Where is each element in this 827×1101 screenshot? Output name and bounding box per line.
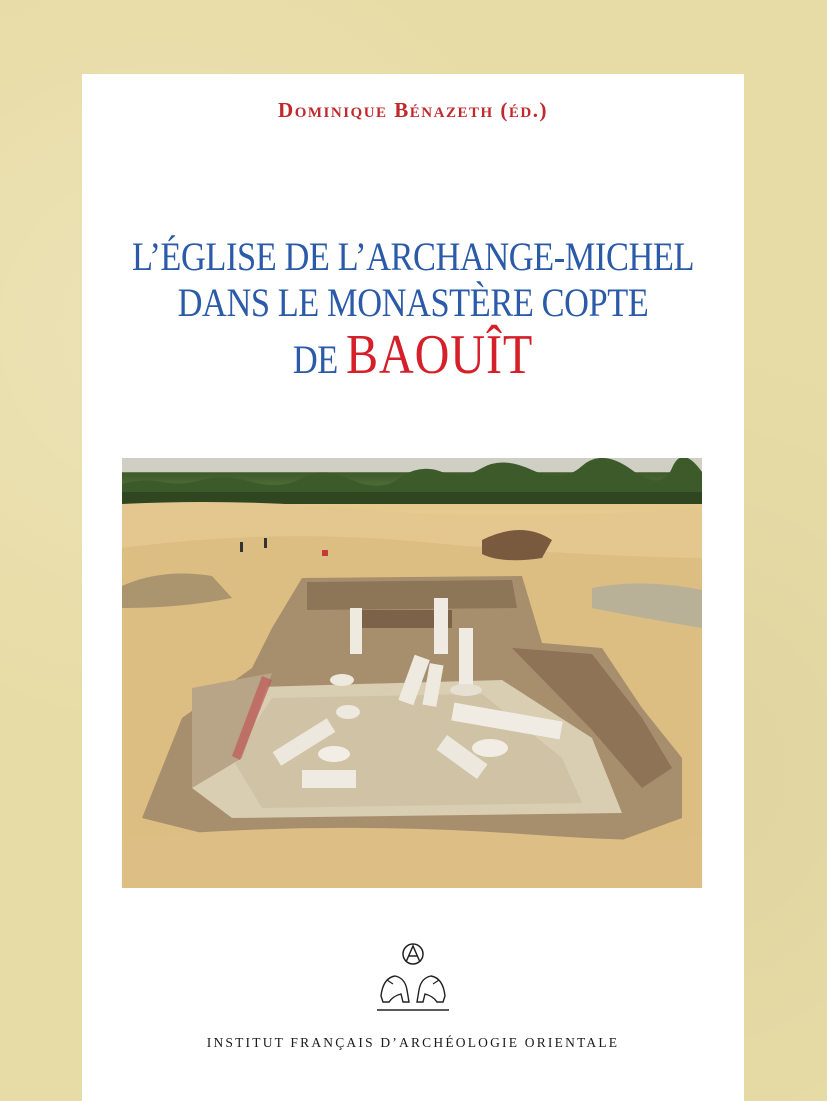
title-place: BAOUÎT (346, 324, 534, 386)
cover-panel (82, 74, 744, 1101)
book-title (128, 234, 697, 386)
excavation-photo (122, 458, 702, 888)
title-line-3 (128, 324, 697, 386)
title-prefix: DE (292, 337, 338, 382)
title-line-1: L’ÉGLISE DE L’ARCHANGE-MICHEL (131, 234, 695, 279)
ifao-emblem-icon (375, 940, 451, 1020)
author-name: Dominique Bénazeth (éd.) (278, 98, 548, 122)
publisher-name: INSTITUT FRANÇAIS D’ARCHÉOLOGIE ORIENTALE (206, 1035, 620, 1050)
title-line-2: DANS LE MONASTÈRE COPTE (177, 280, 649, 325)
